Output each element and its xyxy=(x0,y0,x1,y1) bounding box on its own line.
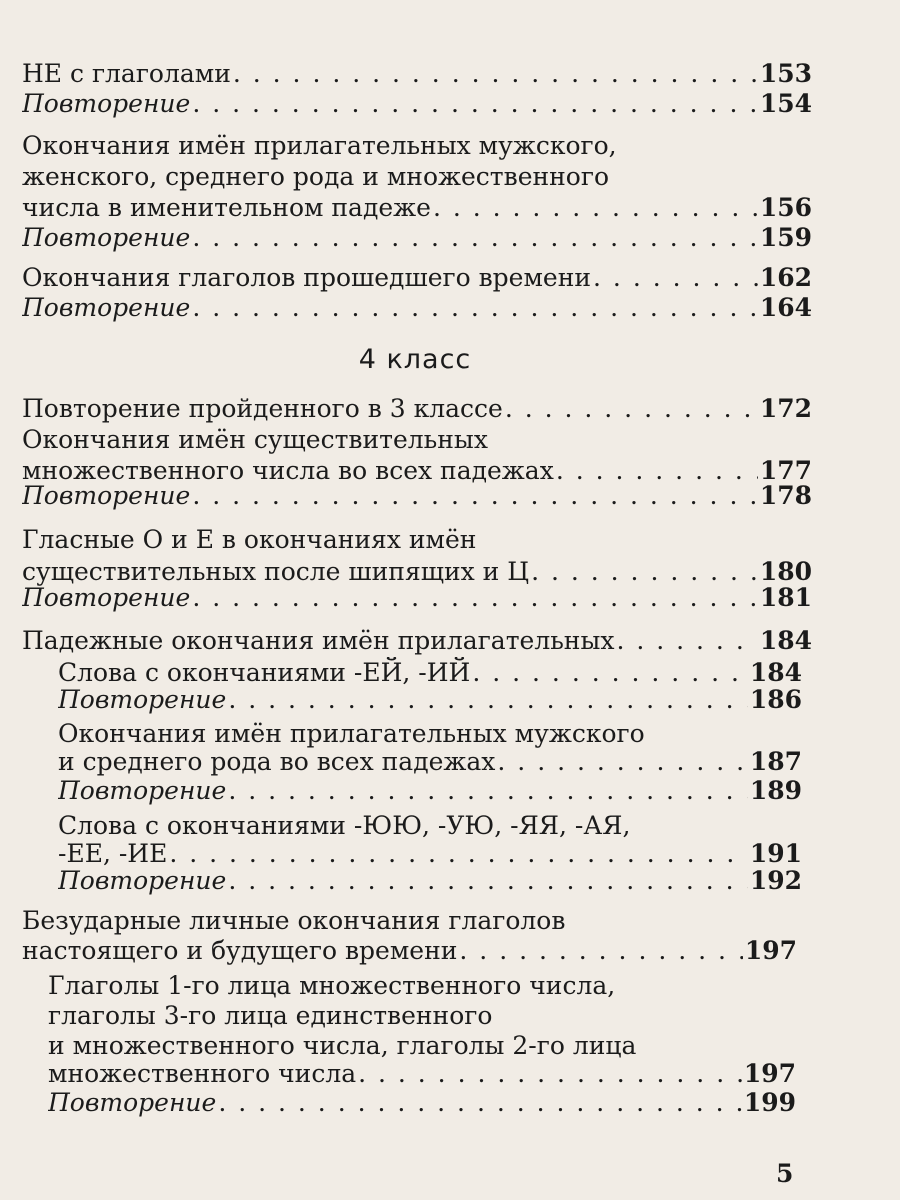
toc-entry-title: НЕ с глаголами xyxy=(22,59,231,88)
toc-entry-page: 162 xyxy=(759,263,812,292)
toc-subentry-review xyxy=(48,1087,796,1119)
toc-subentry-review xyxy=(58,775,802,807)
toc-entry-page: 184 xyxy=(759,626,812,655)
toc-entry-page: 153 xyxy=(759,59,812,88)
toc-entry-title: существительных после шипящих и Ц xyxy=(22,557,530,586)
toc-subentry xyxy=(58,746,802,778)
toc-entry xyxy=(22,58,812,90)
leader-dots xyxy=(233,58,758,90)
leader-dots xyxy=(228,775,747,807)
leader-dots xyxy=(616,625,757,657)
toc-entry-page: 184 xyxy=(749,658,802,687)
toc-entry xyxy=(22,625,812,657)
toc-entry-page: 177 xyxy=(759,456,812,485)
toc-subentry-review xyxy=(58,684,802,716)
section-title: 4 класс xyxy=(358,344,472,375)
leader-dots xyxy=(497,746,747,778)
toc-entry xyxy=(22,935,797,967)
toc-entry-page: 189 xyxy=(749,776,802,805)
toc-subentry-review xyxy=(58,865,802,897)
toc-entry-page: 187 xyxy=(749,747,802,776)
leader-dots xyxy=(228,865,747,897)
toc-entry-page: 180 xyxy=(759,557,812,586)
toc-entry-review xyxy=(22,480,812,512)
toc-entry-page: 197 xyxy=(744,936,797,965)
toc-entry-title: и среднего рода во всех падежах xyxy=(58,747,496,776)
toc-entry-page: 156 xyxy=(759,193,812,222)
toc-entry-title: Окончания глаголов прошедшего времени xyxy=(22,263,592,292)
leader-dots xyxy=(218,1087,741,1119)
toc-entry-line: Безударные личные окончания глаголов xyxy=(22,906,566,935)
toc-entry-page: 186 xyxy=(749,685,802,714)
toc-entry-title: -ЕЕ, -ИЕ xyxy=(58,839,168,868)
toc-entry-review xyxy=(22,88,812,120)
toc-entry xyxy=(22,393,812,425)
leader-dots xyxy=(593,262,758,294)
leader-dots xyxy=(192,582,757,614)
leader-dots xyxy=(433,192,758,224)
toc-entry-page: 181 xyxy=(759,583,812,612)
toc-entry-line: Окончания имён существительных xyxy=(22,425,488,454)
toc-entry-page: 164 xyxy=(759,293,812,322)
toc-entry-title: Повторение xyxy=(22,583,191,612)
toc-entry-line: и множественного числа, глаголы 2-го лица xyxy=(48,1031,637,1060)
toc-entry-title: настоящего и будущего времени xyxy=(22,936,458,965)
toc-entry xyxy=(22,262,812,294)
toc-entry-title: Слова с окончаниями -ЕЙ, -ИЙ xyxy=(58,658,471,687)
leader-dots xyxy=(192,88,757,120)
toc-subentry xyxy=(48,1058,796,1090)
toc-entry-line: Гласные О и Е в окончаниях имён xyxy=(22,525,477,554)
toc-entry-page: 197 xyxy=(743,1059,796,1088)
toc-entry-title: Повторение xyxy=(48,1088,217,1117)
toc-entry-page: 178 xyxy=(759,481,812,510)
toc-entry-review xyxy=(22,292,812,324)
toc-entry-page: 192 xyxy=(749,866,802,895)
toc-entry-line: Окончания имён прилагательных мужского xyxy=(58,719,645,748)
leader-dots xyxy=(192,480,757,512)
toc-entry-line: глаголы 3-го лица единственного xyxy=(48,1001,493,1030)
toc-entry-title: множественного числа xyxy=(48,1059,357,1088)
leader-dots xyxy=(192,222,757,254)
toc-entry-title: Повторение xyxy=(58,685,227,714)
leader-dots xyxy=(358,1058,742,1090)
toc-entry-page: 199 xyxy=(743,1088,796,1117)
toc-entry-line: Слова с окончаниями -ЮЮ, -УЮ, -ЯЯ, -АЯ, xyxy=(58,811,631,840)
toc-entry-title: Повторение xyxy=(58,776,227,805)
leader-dots xyxy=(459,935,742,967)
toc-entry-title: Повторение xyxy=(22,223,191,252)
toc-entry-review xyxy=(22,222,812,254)
toc-entry-title: числа в именительном падеже xyxy=(22,193,431,222)
leader-dots xyxy=(505,393,758,425)
toc-entry-page: 191 xyxy=(749,839,802,868)
leader-dots xyxy=(192,292,757,324)
leader-dots xyxy=(228,684,747,716)
toc-entry-title: Повторение xyxy=(58,866,227,895)
page-number: 5 xyxy=(776,1159,794,1188)
toc-entry-line: Глаголы 1-го лица множественного числа, xyxy=(48,971,616,1000)
toc-entry-title: Повторение пройденного в 3 классе xyxy=(22,394,503,423)
toc-entry xyxy=(22,192,812,224)
toc-entry-page: 172 xyxy=(759,394,812,423)
toc-entry-line: женского, среднего рода и множественного xyxy=(22,162,610,191)
toc-entry-line: Окончания имён прилагательных мужского, xyxy=(22,131,617,160)
toc-entry-title: Падежные окончания имён прилагательных xyxy=(22,626,615,655)
toc-entry-page: 154 xyxy=(759,89,812,118)
toc-entry-title: Повторение xyxy=(22,89,191,118)
toc-entry-page: 159 xyxy=(759,223,812,252)
toc-entry-review xyxy=(22,582,812,614)
toc-entry-title: Повторение xyxy=(22,293,191,322)
toc-entry-title: множественного числа во всех падежах xyxy=(22,456,554,485)
toc-entry-title: Повторение xyxy=(22,481,191,510)
